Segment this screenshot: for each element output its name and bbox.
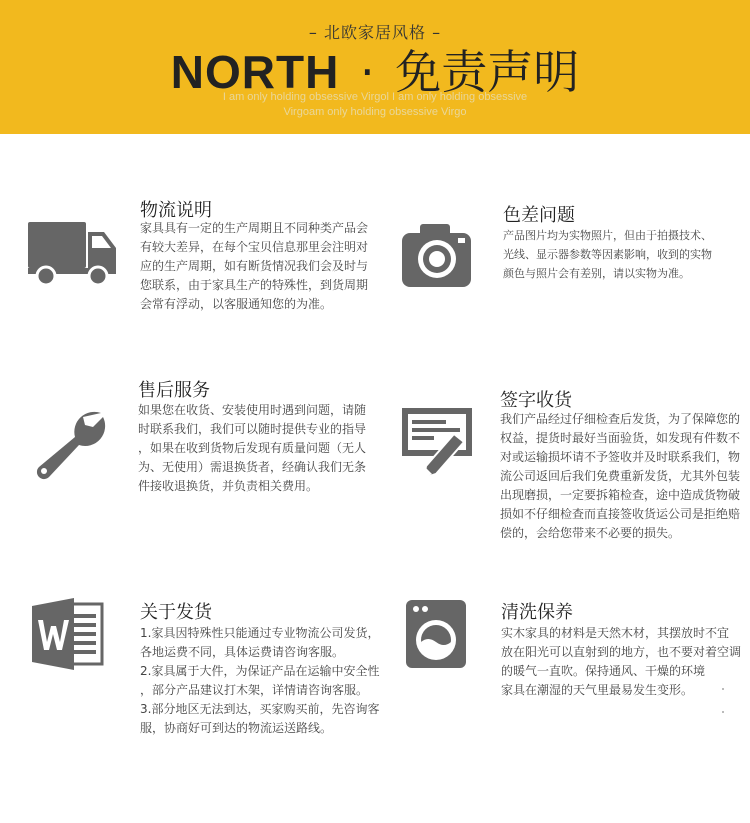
wrench-icon bbox=[31, 407, 107, 481]
text-line: 光线、显示器参数等因素影响，收到的实物 bbox=[503, 248, 712, 261]
section-body-color bbox=[503, 226, 712, 283]
text-line: 权益，提货时最好当面验货，如发现有件数不 bbox=[500, 431, 741, 445]
section-title-care: 清洗保养 bbox=[501, 602, 573, 623]
text-line: 有较大差异，在每个宝贝信息那里会注明对 bbox=[140, 240, 369, 254]
text-line: 您联系，由于家具生产的特殊性，到货周期 bbox=[140, 278, 369, 292]
section-body-care bbox=[501, 624, 741, 700]
text-line: 放在阳光可以直射到的地方，也不要对着空调 bbox=[501, 645, 742, 659]
text-line: 实木家具的材料是天然木材，其摆放时不宜 bbox=[501, 626, 730, 640]
text-line: 2.家具属于大件，为保证产品在运输中安全性 bbox=[140, 664, 380, 678]
text-line: 出现磨损，一定要拆箱检查，途中造成货物破 bbox=[500, 488, 741, 502]
section-body-sign bbox=[500, 410, 740, 543]
page-title-separator: · bbox=[359, 45, 375, 99]
text-line: 应的生产周期，如有断货情况我们会及时与 bbox=[140, 259, 369, 273]
section-title-color: 色差问题 bbox=[503, 205, 575, 226]
text-line: 家具具有一定的生产周期且不同种类产品会 bbox=[140, 221, 369, 235]
section-body-shipping bbox=[140, 624, 379, 738]
text-line: 对或运输损坏请不予签收并及时联系我们，物 bbox=[500, 450, 741, 464]
decorative-dot bbox=[722, 688, 724, 690]
header-subtitle: – 北欧家居风格 – bbox=[308, 23, 442, 42]
section-body-logistics bbox=[140, 219, 368, 314]
section-title-shipping: 关于发货 bbox=[140, 602, 212, 623]
text-line: 件接收退换货，并负责相关费用。 bbox=[138, 479, 319, 493]
text-line: 1.家具因特殊性只能通过专业物流公司发货， bbox=[140, 626, 380, 640]
page-title-chinese: 免责声明 bbox=[395, 45, 580, 99]
text-line: 各地运费不同，具体运费请咨询客服。 bbox=[140, 645, 345, 659]
text-line: 为、无使用）需退换货者，经确认我们无条 bbox=[138, 460, 367, 474]
text-line: 流公司返回后我们免费重新发货，尤其外包装 bbox=[500, 469, 741, 483]
text-line: 如果您在收货、安装使用时遇到问题，请随 bbox=[138, 403, 367, 417]
decorative-dot bbox=[722, 711, 724, 713]
text-line: 3.部分地区无法到达，买家购买前，先咨询客 bbox=[140, 702, 380, 716]
text-line: 服，协商好可到达的物流运送路线。 bbox=[140, 721, 333, 735]
header-tagline-1: I am only holding obsessive Virgol I am only holding obsessive bbox=[222, 91, 528, 103]
text-line: 颜色与照片会有差别，请以实物为准。 bbox=[503, 267, 690, 280]
section-title-sign: 签字收货 bbox=[500, 390, 572, 411]
text-line: 家具在潮湿的天气里最易发生变形。 bbox=[501, 683, 694, 697]
sign-pen-icon bbox=[400, 406, 474, 482]
text-line: 的暖气一直吹。保持通风、干燥的环境 bbox=[501, 664, 706, 678]
text-line: ，如果在收到货物后发现有质量问题（无人 bbox=[138, 441, 367, 455]
camera-icon bbox=[400, 219, 473, 289]
section-title-after-sales: 售后服务 bbox=[138, 380, 210, 401]
section-title-logistics: 物流说明 bbox=[140, 200, 212, 221]
page-title-latin: NORTH bbox=[170, 46, 340, 98]
word-document-icon bbox=[30, 598, 106, 670]
text-line: 时联系我们，我们可以随时提供专业的指导 bbox=[138, 422, 367, 436]
text-line: ，部分产品建议打木架，详情请咨询客服。 bbox=[140, 683, 369, 697]
section-body-after-sales bbox=[138, 401, 366, 496]
truck-icon bbox=[24, 218, 120, 288]
header-tagline-2: Virgoam only holding obsessive Virgo bbox=[283, 106, 467, 118]
text-line: 产品图片均为实物照片，但由于拍摄技术、 bbox=[503, 229, 712, 242]
text-line: 我们产品经过仔细检查后发货，为了保障您的 bbox=[500, 412, 741, 426]
text-line: 偿的，会给您带来不必要的损失。 bbox=[500, 526, 681, 540]
text-line: 损如不仔细检查而直接签收货运公司是拒绝赔 bbox=[500, 507, 741, 521]
washing-machine-icon bbox=[404, 598, 468, 670]
text-line: 会常有浮动，以客服通知您的为准。 bbox=[140, 297, 333, 311]
